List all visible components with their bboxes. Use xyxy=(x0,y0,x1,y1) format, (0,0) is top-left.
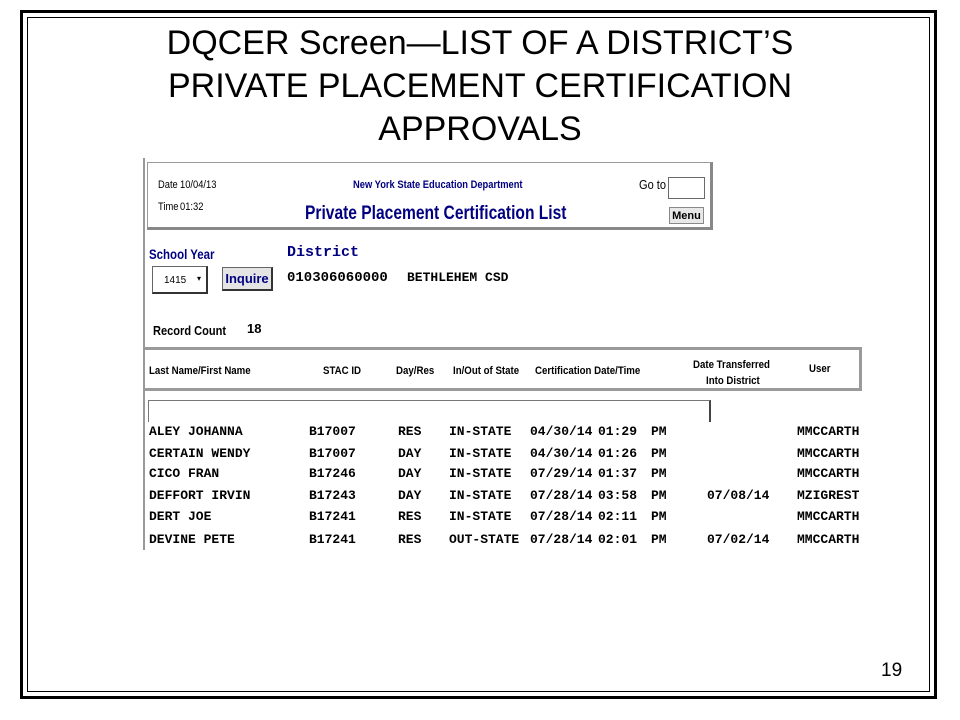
cell-ampm: PM xyxy=(651,488,667,503)
dropdown-arrow-icon: ▾ xyxy=(196,274,201,283)
cell-inout: OUT-STATE xyxy=(449,532,520,547)
col-header-user: User xyxy=(809,363,831,375)
grid-header-bottom-border xyxy=(145,388,862,391)
cell-inout: IN-STATE xyxy=(449,488,512,503)
cell-transferred: 07/08/14 xyxy=(707,488,770,503)
cell-ampm: PM xyxy=(651,509,667,524)
school-year-value: 1415 xyxy=(164,275,187,286)
cell-inout: IN-STATE xyxy=(449,424,512,439)
col-header-transferred-line1: Date Transferred xyxy=(693,359,770,371)
cell-inout: IN-STATE xyxy=(449,509,512,524)
col-header-dayres: Day/Res xyxy=(396,365,435,377)
cell-dayres: DAY xyxy=(398,488,422,503)
table-row[interactable] xyxy=(143,485,865,507)
slide-title xyxy=(60,22,900,151)
cell-stac: B17007 xyxy=(309,446,356,461)
table-row[interactable] xyxy=(143,506,865,528)
cell-stac: B17241 xyxy=(309,532,356,547)
dqcer-screenshot xyxy=(143,158,865,550)
date-label: Date xyxy=(158,179,178,191)
col-header-cert: Certification Date/Time xyxy=(535,365,641,377)
col-header-inout: In/Out of State xyxy=(453,365,520,377)
screen-header xyxy=(147,162,713,230)
table-row[interactable] xyxy=(143,443,865,465)
inquire-button[interactable]: Inquire xyxy=(222,267,273,291)
col-header-transferred-line2: Into District xyxy=(706,375,760,387)
cell-ampm: PM xyxy=(651,424,667,439)
cell-transferred: 07/02/14 xyxy=(707,532,770,547)
cell-user: MMCCARTH xyxy=(797,424,860,439)
cell-user: MMCCARTH xyxy=(797,532,860,547)
grid-filter-row[interactable] xyxy=(148,400,711,422)
cell-inout: IN-STATE xyxy=(449,466,512,481)
slide-title-line-1: DQCER Screen—LIST OF A DISTRICT’S xyxy=(166,24,794,62)
col-header-name: Last Name/First Name xyxy=(149,365,251,377)
cell-stac: B17241 xyxy=(309,509,356,524)
cell-cert-date: 07/29/14 xyxy=(530,466,593,481)
slide-title-line-3: APPROVALS xyxy=(378,110,582,148)
cell-cert-time: 02:11 xyxy=(598,509,638,524)
cell-dayres: DAY xyxy=(398,446,422,461)
screen-title: Private Placement Certification List xyxy=(305,203,567,224)
cell-dayres: RES xyxy=(398,509,422,524)
cell-cert-time: 03:58 xyxy=(598,488,638,503)
district-label: District xyxy=(287,244,360,261)
cell-cert-time: 02:01 xyxy=(598,532,638,547)
page-number: 19 xyxy=(881,660,903,681)
district-code: 010306060000 xyxy=(287,270,388,286)
cell-user: MMCCARTH xyxy=(797,466,860,481)
menu-button[interactable]: Menu xyxy=(669,207,704,224)
table-row[interactable] xyxy=(143,421,865,443)
school-year-label: School Year xyxy=(149,246,215,262)
cell-dayres: DAY xyxy=(398,466,422,481)
cell-cert-time: 01:26 xyxy=(598,446,638,461)
cell-inout: IN-STATE xyxy=(449,446,512,461)
district-name: BETHLEHEM CSD xyxy=(407,270,509,285)
time-label: Time xyxy=(158,201,179,213)
grid-header-top-border xyxy=(145,347,861,350)
cell-name: DERT JOE xyxy=(149,509,212,524)
cell-cert-date: 07/28/14 xyxy=(530,488,593,503)
cell-name: DEVINE PETE xyxy=(149,532,235,547)
cell-cert-time: 01:29 xyxy=(598,424,638,439)
cell-ampm: PM xyxy=(651,466,667,481)
date-value: 10/04/13 xyxy=(180,179,217,191)
cell-cert-date: 07/28/14 xyxy=(530,509,593,524)
table-row[interactable] xyxy=(143,529,865,551)
cell-name: DEFFORT IRVIN xyxy=(149,488,251,503)
cell-stac: B17007 xyxy=(309,424,356,439)
cell-name: CICO FRAN xyxy=(149,466,220,481)
record-count-label: Record Count xyxy=(153,323,227,338)
goto-label: Go to xyxy=(639,177,667,192)
col-header-stac: STAC ID xyxy=(323,365,362,377)
cell-user: MMCCARTH xyxy=(797,509,860,524)
cell-user: MMCCARTH xyxy=(797,446,860,461)
cell-name: ALEY JOHANNA xyxy=(149,424,243,439)
grid-header-right-border xyxy=(859,347,862,389)
cell-stac: B17246 xyxy=(309,466,356,481)
cell-dayres: RES xyxy=(398,424,422,439)
school-year-select[interactable] xyxy=(152,266,208,294)
goto-input[interactable] xyxy=(668,177,705,199)
cell-cert-time: 01:37 xyxy=(598,466,638,481)
cell-ampm: PM xyxy=(651,532,667,547)
agency-name: New York State Education Department xyxy=(353,179,523,191)
time-value: 01:32 xyxy=(180,201,204,213)
record-count-value: 18 xyxy=(247,321,262,336)
table-row[interactable] xyxy=(143,463,865,485)
cell-dayres: RES xyxy=(398,532,422,547)
cell-cert-date: 04/30/14 xyxy=(530,424,593,439)
cell-ampm: PM xyxy=(651,446,667,461)
cell-name: CERTAIN WENDY xyxy=(149,446,251,461)
cell-cert-date: 04/30/14 xyxy=(530,446,593,461)
cell-cert-date: 07/28/14 xyxy=(530,532,593,547)
cell-stac: B17243 xyxy=(309,488,356,503)
cell-user: MZIGREST xyxy=(797,488,860,503)
slide-title-line-2: PRIVATE PLACEMENT CERTIFICATION xyxy=(167,67,793,105)
